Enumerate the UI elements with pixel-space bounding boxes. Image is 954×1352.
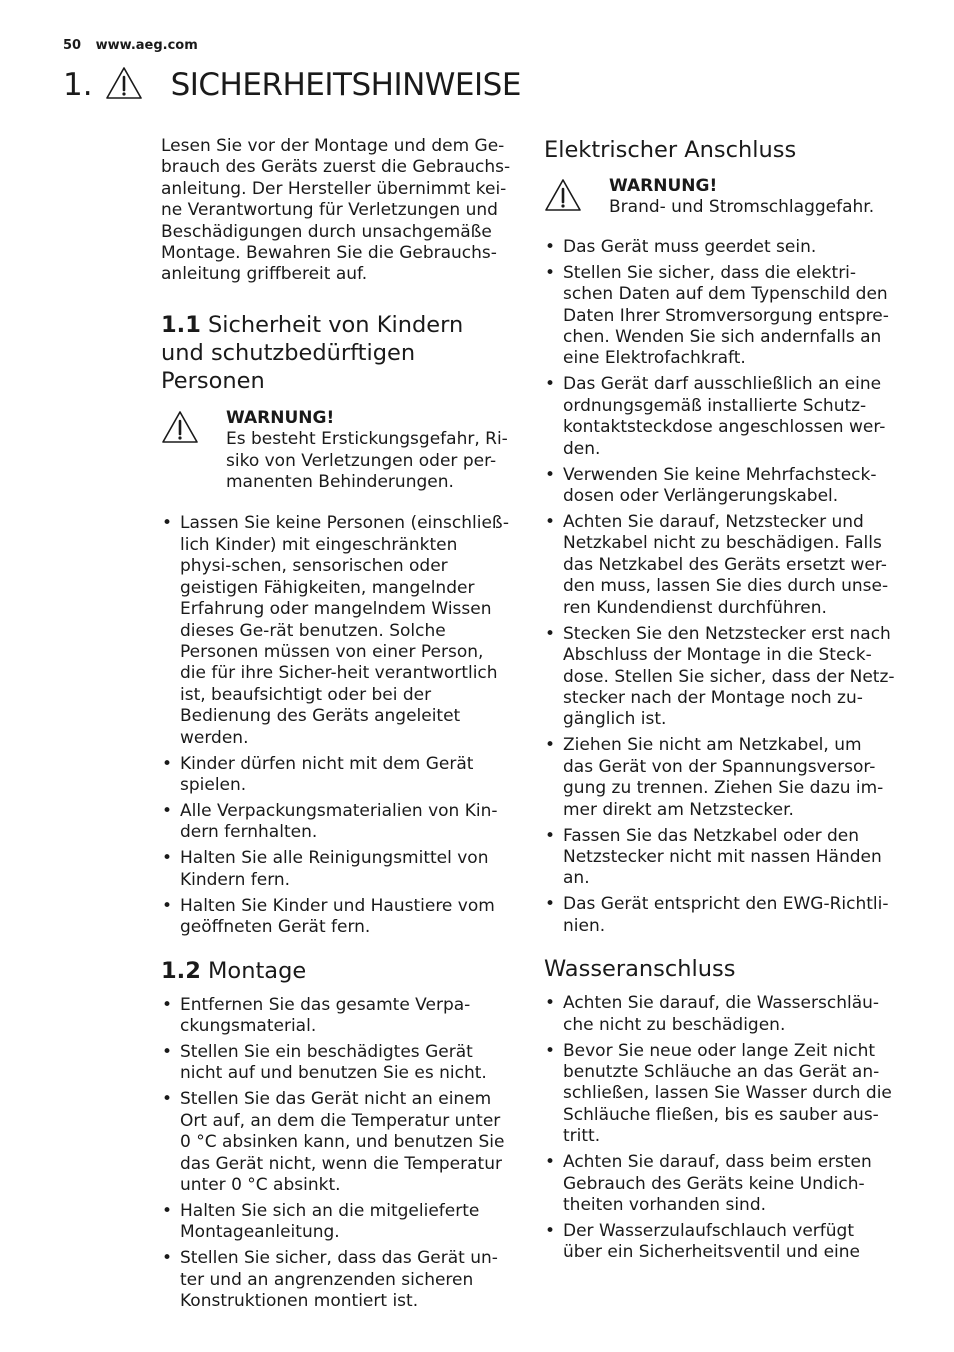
elektrischer-anschluss-heading: Elektrischer Anschluss bbox=[544, 137, 797, 163]
chapter-title: SICHERHEITSHINWEISE bbox=[170, 67, 521, 103]
list-item: • Lassen Sie keine Personen (einschließ-lich Kinder) mit eingeschränkten physi-schen, sensorischen oder geistigen Fähigkeiten, mangelnder Erfahrung oder mangelndem Wissen dieses Ge-rät benutzen. Solche Personen müssen von einer Person, die für ihre Sicher-heit verantwortlich ist, beaufsichtigt oder bei der Bedienung des Geräts angeleitet werden. bbox=[161, 513, 513, 748]
chapter-number: 1. bbox=[63, 67, 93, 103]
warning-text: Brand- und Stromschlaggefahr. bbox=[609, 197, 875, 218]
warning-triangle-icon bbox=[544, 176, 609, 218]
page-number: 50 bbox=[63, 38, 82, 53]
list-item: • Halten Sie alle Reinigungsmittel von Kindern fern. bbox=[161, 848, 513, 891]
bullet-list-1-2 bbox=[161, 995, 513, 1313]
section-title: Montage bbox=[208, 957, 307, 984]
page-header bbox=[63, 38, 198, 53]
left-column bbox=[161, 136, 513, 1317]
section-1-2-heading bbox=[161, 957, 513, 985]
section-number: 1.2 bbox=[161, 957, 201, 984]
bullet-list-elektrisch bbox=[544, 237, 896, 937]
list-item: • Das Gerät entspricht den EWG-Richtli-nien. bbox=[544, 894, 896, 937]
warning-block bbox=[544, 176, 896, 219]
list-item: • Kinder dürfen nicht mit dem Gerät spielen. bbox=[161, 754, 513, 797]
list-item: • Entfernen Sie das gesamte Verpa-ckungsmaterial. bbox=[161, 995, 513, 1038]
warning-triangle-icon bbox=[105, 66, 143, 104]
list-item: • Ziehen Sie nicht am Netzkabel, um das Gerät von der Spannungsversor-gung zu trennen. Ziehen Sie dazu im-mer direkt am Netzstecker. bbox=[544, 735, 896, 821]
list-item: • Das Gerät muss geerdet sein. bbox=[544, 237, 896, 258]
list-item: • Stellen Sie sicher, dass die elektri-schen Daten auf dem Typenschild den Daten Ihrer Stromversorgung entspre-chen. Wenden Sie sich andernfalls an eine Elektrofachkraft. bbox=[544, 263, 896, 370]
warning-label: WARNUNG! bbox=[609, 176, 718, 196]
list-item: • Stellen Sie sicher, dass das Gerät un-ter und an angrenzenden sicheren Konstruktionen montiert ist. bbox=[161, 1248, 513, 1312]
intro-paragraph: Lesen Sie vor der Montage und dem Ge-brauch des Geräts zuerst die Gebrauchs-anleitung. Der Hersteller übernimmt kei-ne Verantwortung für Verletzungen und Beschädigungen durch unsachgemäße Montage. Bewahren Sie die Gebrauchs-anleitung griffbereit auf. bbox=[161, 136, 511, 285]
bullet-list-wasser bbox=[544, 993, 896, 1264]
list-item: • Alle Verpackungsmaterialien von Kin-dern fernhalten. bbox=[161, 801, 513, 844]
warning-text: Es besteht Erstickungsgefahr, Ri-siko von Verletzungen oder per-manenten Behinderungen. bbox=[226, 429, 508, 493]
section-title: Sicherheit von Kindern und schutzbedürftigen Personen bbox=[161, 311, 464, 394]
section-number: 1.1 bbox=[161, 311, 201, 338]
website-url: www.aeg.com bbox=[95, 38, 198, 53]
wasseranschluss-heading: Wasseranschluss bbox=[544, 956, 736, 983]
bullet-list-1-1 bbox=[161, 513, 513, 938]
list-item: • Achten Sie darauf, dass beim ersten Gebrauch des Geräts keine Undich-theiten vorhanden sind. bbox=[544, 1152, 896, 1216]
warning-label: WARNUNG! bbox=[226, 407, 335, 428]
list-item: • Bevor Sie neue oder lange Zeit nicht benutzte Schläuche an das Gerät an-schließen, lassen Sie Wasser durch die Schläuche fließen, bis es sauber aus-tritt. bbox=[544, 1041, 896, 1148]
warning-triangle-icon bbox=[161, 408, 226, 450]
section-1-1-heading bbox=[161, 311, 513, 395]
list-item: • Stellen Sie das Gerät nicht an einem Ort auf, an dem die Temperatur unter 0 °C absinken kann, und benutzen Sie das Gerät nicht, wenn die Temperatur unter 0 °C absinkt. bbox=[161, 1089, 513, 1196]
list-item: • Stecken Sie den Netzstecker erst nach Abschluss der Montage in die Steck-dose. Stellen Sie sicher, dass der Netz-stecker nach der Montage noch zu-gänglich ist. bbox=[544, 624, 896, 731]
list-item: • Stellen Sie ein beschädigtes Gerät nicht auf und benutzen Sie es nicht. bbox=[161, 1042, 513, 1085]
right-column bbox=[544, 136, 896, 1268]
list-item: • Verwenden Sie keine Mehrfachsteck-dosen oder Verlängerungskabel. bbox=[544, 465, 896, 508]
list-item: • Das Gerät darf ausschließlich an eine ordnungsgemäß installierte Schutz-kontaktsteckdose angeschlossen wer-den. bbox=[544, 374, 896, 460]
list-item: • Fassen Sie das Netzkabel oder den Netzstecker nicht mit nassen Händen an. bbox=[544, 826, 896, 890]
list-item: • Der Wasserzulaufschlauch verfügt über ein Sicherheitsventil und eine bbox=[544, 1221, 896, 1264]
warning-block bbox=[161, 408, 513, 494]
chapter-heading bbox=[63, 66, 521, 104]
list-item: • Achten Sie darauf, Netzstecker und Netzkabel nicht zu beschädigen. Falls das Netzkabel des Geräts ersetzt wer-den muss, lassen Sie dies durch unse-ren Kundendienst durchführen. bbox=[544, 512, 896, 619]
list-item: • Achten Sie darauf, die Wasserschläu-che nicht zu beschädigen. bbox=[544, 993, 896, 1036]
list-item: • Halten Sie sich an die mitgelieferte Montageanleitung. bbox=[161, 1201, 513, 1244]
list-item: • Halten Sie Kinder und Haustiere vom geöffneten Gerät fern. bbox=[161, 896, 513, 939]
